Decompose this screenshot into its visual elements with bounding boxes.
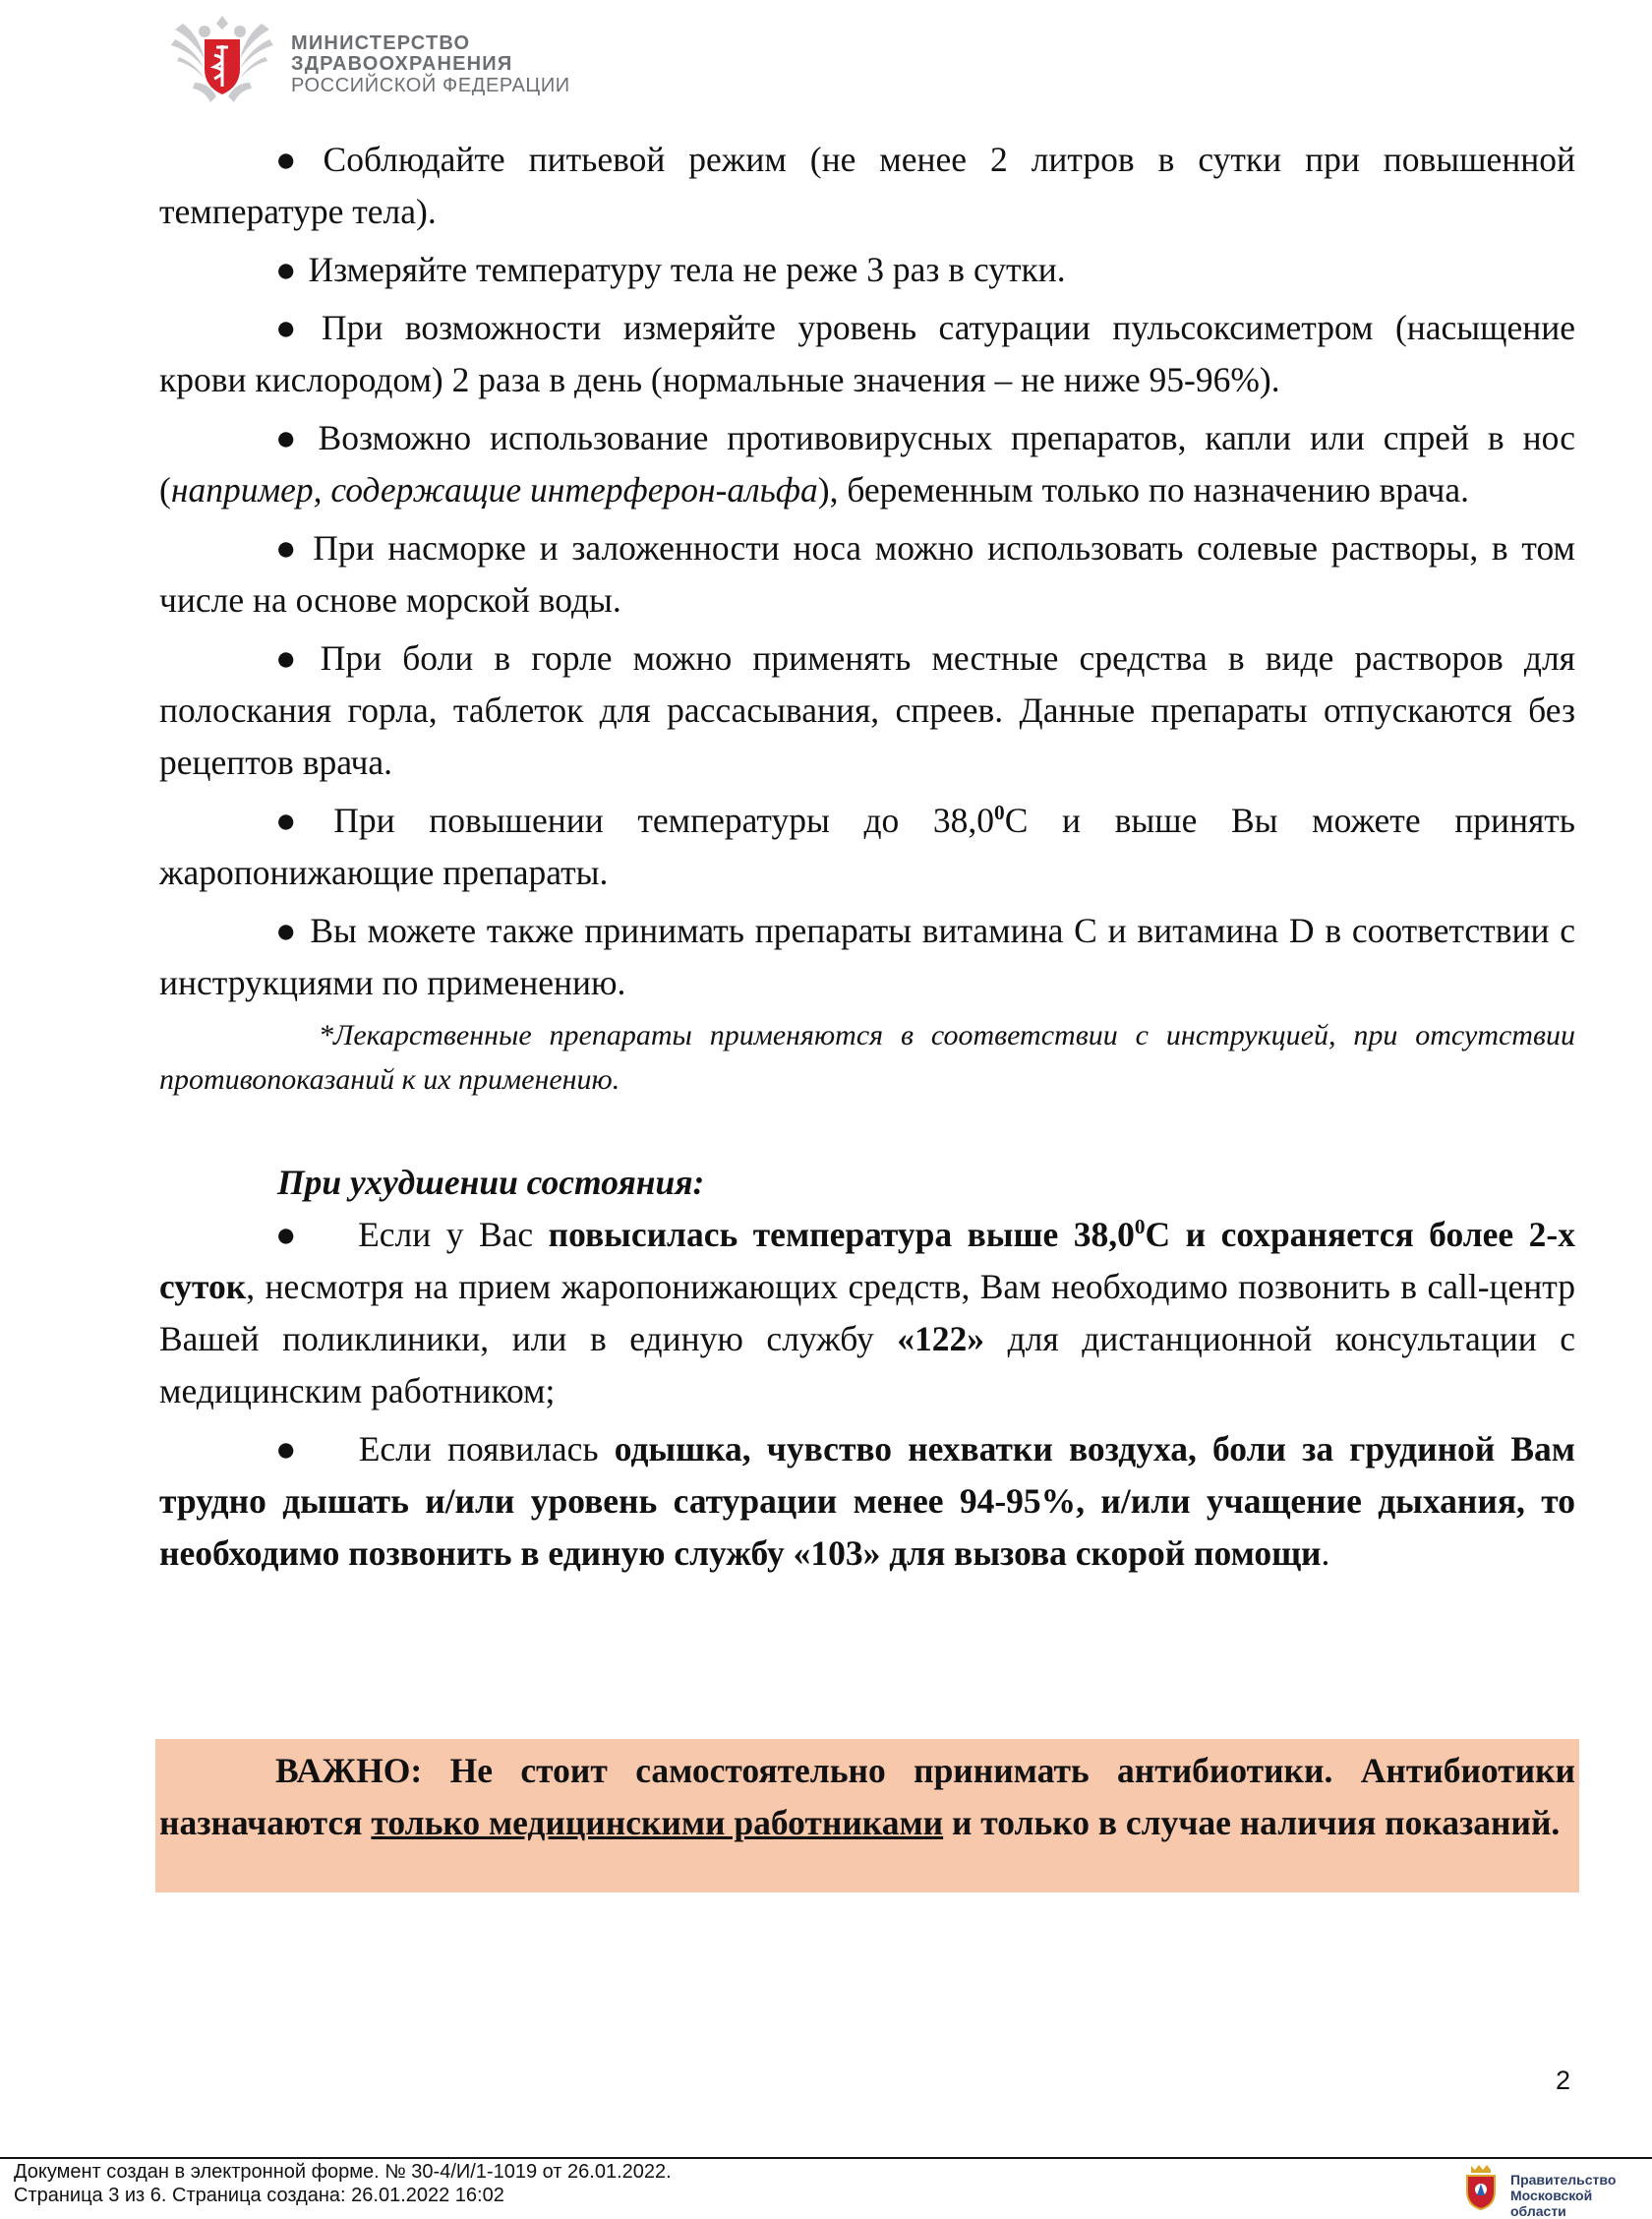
double-headed-eagle-emblem-icon bbox=[165, 10, 279, 108]
paragraph-nose: ● При насморке и заложенности носа можно использовать солевые растворы, в том числе на основе морской воды. bbox=[159, 528, 1575, 620]
bullet-icon: ● bbox=[275, 528, 302, 568]
section-title: При ухудшении состояния: bbox=[277, 1163, 705, 1202]
bullet-icon: ● bbox=[275, 911, 299, 950]
paragraph-worsening-fever: ● Если у Вас повысилась температура выше 38,0$^0$С и сохраняется более 2-х суток, несмотря на прием жаропонижающих средств, Вам необходимо позвонить в call-центр Вашей поликлиники, или в единую службу «122» для дистанционной консультации с медицинским работником; bbox=[159, 1215, 1576, 1410]
bullet-icon: ● bbox=[275, 140, 312, 179]
paragraph-temperature: ● Измеряйте температуру тела не реже 3 раз в сутки. bbox=[275, 250, 1066, 289]
document-body bbox=[159, 134, 1575, 1580]
paragraph-vitamins: ● Вы можете также принимать препараты витамина С и витамина D в соответствии с инструкциями по применению. bbox=[159, 911, 1575, 1002]
footer-document-info bbox=[14, 2160, 672, 2207]
footer-line1: Документ создан в электронной форме. № 30-4/И/1-1019 от 26.01.2022. bbox=[14, 2161, 672, 2183]
ministry-line2: ЗДРАВООХРАНЕНИЯ bbox=[291, 53, 513, 75]
page-number: 2 bbox=[1556, 2066, 1571, 2095]
paragraph-throat: ● При боли в горле можно применять местные средства в виде растворов для полоскания горла, таблеток для рассасывания, спреев. Данные препараты отпускаются без рецептов врача. bbox=[159, 638, 1575, 782]
footer-line2: Страница 3 из 6. Страница создана: 26.01.2022 16:02 bbox=[14, 2185, 504, 2206]
paragraph-drinking: ● Соблюдайте питьевой режим (не менее 2 литров в сутки при повышенной температуре тела). bbox=[159, 140, 1575, 231]
important-text: ВАЖНО: Не стоит самостоятельно принимать антибиотики. Антибиотики назначаются только медицинскими работниками и только в случае наличия показаний. bbox=[159, 1751, 1575, 1842]
paragraph-antiviral: ● Возможно использование противовирусных препаратов, капли или спрей в нос (например, содержащие интерферон-альфа), беременным только по назначению врача. bbox=[159, 418, 1575, 510]
paragraph-worsening-breath: ● Если появилась одышка, чувство нехватки воздуха, боли за грудиной Вам трудно дышать и/или уровень сатурации менее 94-95%, и/или учащение дыхания, то необходимо позвонить в единую службу «103» для вызова скорой помощи. bbox=[159, 1429, 1575, 1573]
footer-divider bbox=[0, 2157, 1652, 2159]
paragraph-fever: ● При повышении температуры до 38,0$^0$С и выше Вы можете принять жаропонижающие препараты. bbox=[159, 801, 1575, 892]
ministry-header bbox=[165, 10, 618, 108]
moscow-region-coat-of-arms-icon bbox=[1461, 2162, 1501, 2211]
bullet-icon: ● bbox=[275, 638, 309, 678]
bullet-icon: ● bbox=[275, 308, 311, 347]
paragraph-saturation: ● При возможности измеряйте уровень сатурации пульсоксиметром (насыщение крови кислородом) 2 раза в день (нормальные значения – не ниже 95-96%). bbox=[159, 308, 1575, 399]
ministry-line3: РОССИЙСКОЙ ФЕДЕРАЦИИ bbox=[291, 75, 570, 96]
ministry-name bbox=[291, 33, 570, 96]
important-notice bbox=[155, 1739, 1579, 1892]
bullet-icon: ● bbox=[275, 1429, 304, 1469]
ministry-line1: МИНИСТЕРСТВО bbox=[291, 32, 471, 54]
bullet-icon: ● bbox=[275, 418, 307, 457]
medication-note: *Лекарственные препараты применяются в соответствии с инструкцией, при отсутствии противопоказаний к их применению. bbox=[159, 1019, 1575, 1096]
bullet-icon: ● bbox=[275, 801, 323, 840]
gov-name: Правительство Московской области bbox=[1510, 2172, 1617, 2219]
bullet-icon: ● bbox=[275, 1215, 304, 1254]
moscow-region-government-logo bbox=[1461, 2162, 1648, 2219]
bullet-icon: ● bbox=[275, 250, 297, 289]
